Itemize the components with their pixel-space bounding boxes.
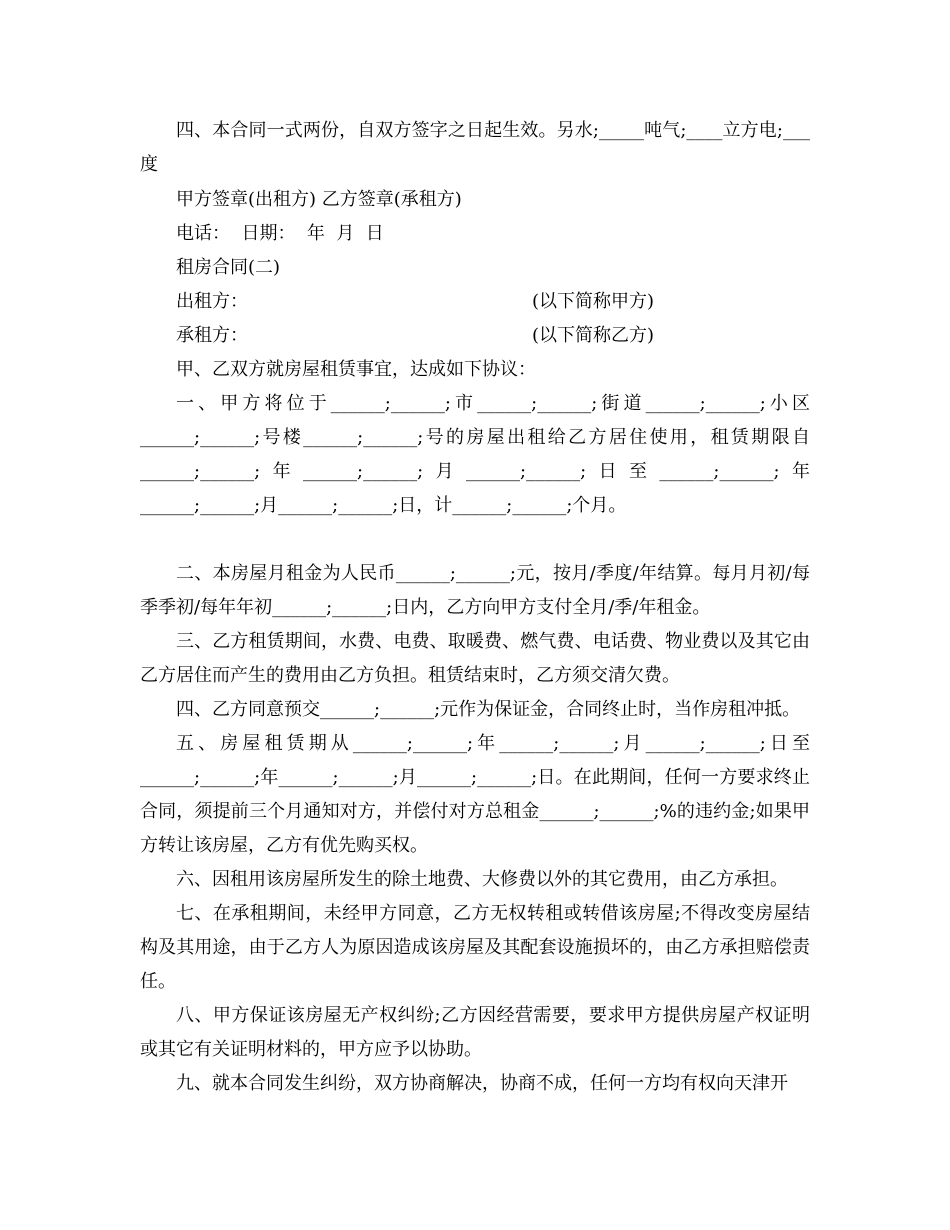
clause-8: 八、甲方保证该房屋无产权纠纷;乙方因经营需要，要求甲方提供房屋产权证明或其它有关证明材料的，甲方应予以协助。 [140, 1005, 810, 1060]
lessor-note: (以下简称甲方) [532, 291, 655, 312]
lessee-label: 承租方： [176, 325, 248, 346]
clause-4: 四、乙方同意预交______;______;元作为保证金，合同终止时，当作房租冲抵。 [176, 699, 801, 720]
clause-2: 二、本房屋月租金为人民币______;______;元，按月/季度/年结算。每月月初/每季季初/每年年初______;______;日内，乙方向甲方支付全月/季/年租金。 [140, 563, 810, 618]
clause-3: 三、乙方租赁期间，水费、电费、取暖费、燃气费、电话费、物业费以及其它由乙方居住而产生的费用由乙方负担。租赁结束时，乙方须交清欠费。 [140, 631, 810, 686]
signature-line: 甲方签章(出租方) 乙方签章(承租方) [176, 189, 462, 210]
lessor-label: 出租方： [176, 291, 248, 312]
contract-title: 租房合同(二) [176, 257, 281, 278]
lessee-note: (以下简称乙方) [532, 325, 655, 346]
clause-9: 九、就本合同发生纠纷，双方协商解决，协商不成，任何一方均有权向天津开 [176, 1073, 788, 1094]
clause-5: 五、房屋租赁期从______;______;年______;______;月______;______;日至______;______;年______;______;月______;______;日。在此期间，任何一方要求终止合同，须提前三个月通知对方，并偿付对方总租金______;______;%的违约金;如果甲方转让该房屋，乙方有优先购买权。 [140, 733, 810, 856]
intro-line: 甲、乙双方就房屋租赁事宜，达成如下协议： [176, 359, 536, 380]
clause-1: 一、甲方将位于______;______;市______;______;街道______;______;小区______;______;号楼______;______;号的房屋出租给乙方居住使用，租赁期限自______;______;年______;______;月______;______;日至______;______;年______;______;月______;______;日，计______;______;个月。 [140, 393, 810, 516]
clause-4-effective: 四、本合同一式两份，自双方签字之日起生效。另水;_____吨气;____立方电;___度 [140, 120, 810, 175]
phone-date-line: 电话： 日期： 年 月 日 [176, 223, 384, 244]
clause-7: 七、在承租期间，未经甲方同意，乙方无权转租或转借该房屋;不得改变房屋结构及其用途，由于乙方人为原因造成该房屋及其配套设施损坏的，由乙方承担赔偿责任。 [140, 903, 810, 992]
clause-6: 六、因租用该房屋所发生的除土地费、大修费以外的其它费用，由乙方承担。 [176, 869, 788, 890]
